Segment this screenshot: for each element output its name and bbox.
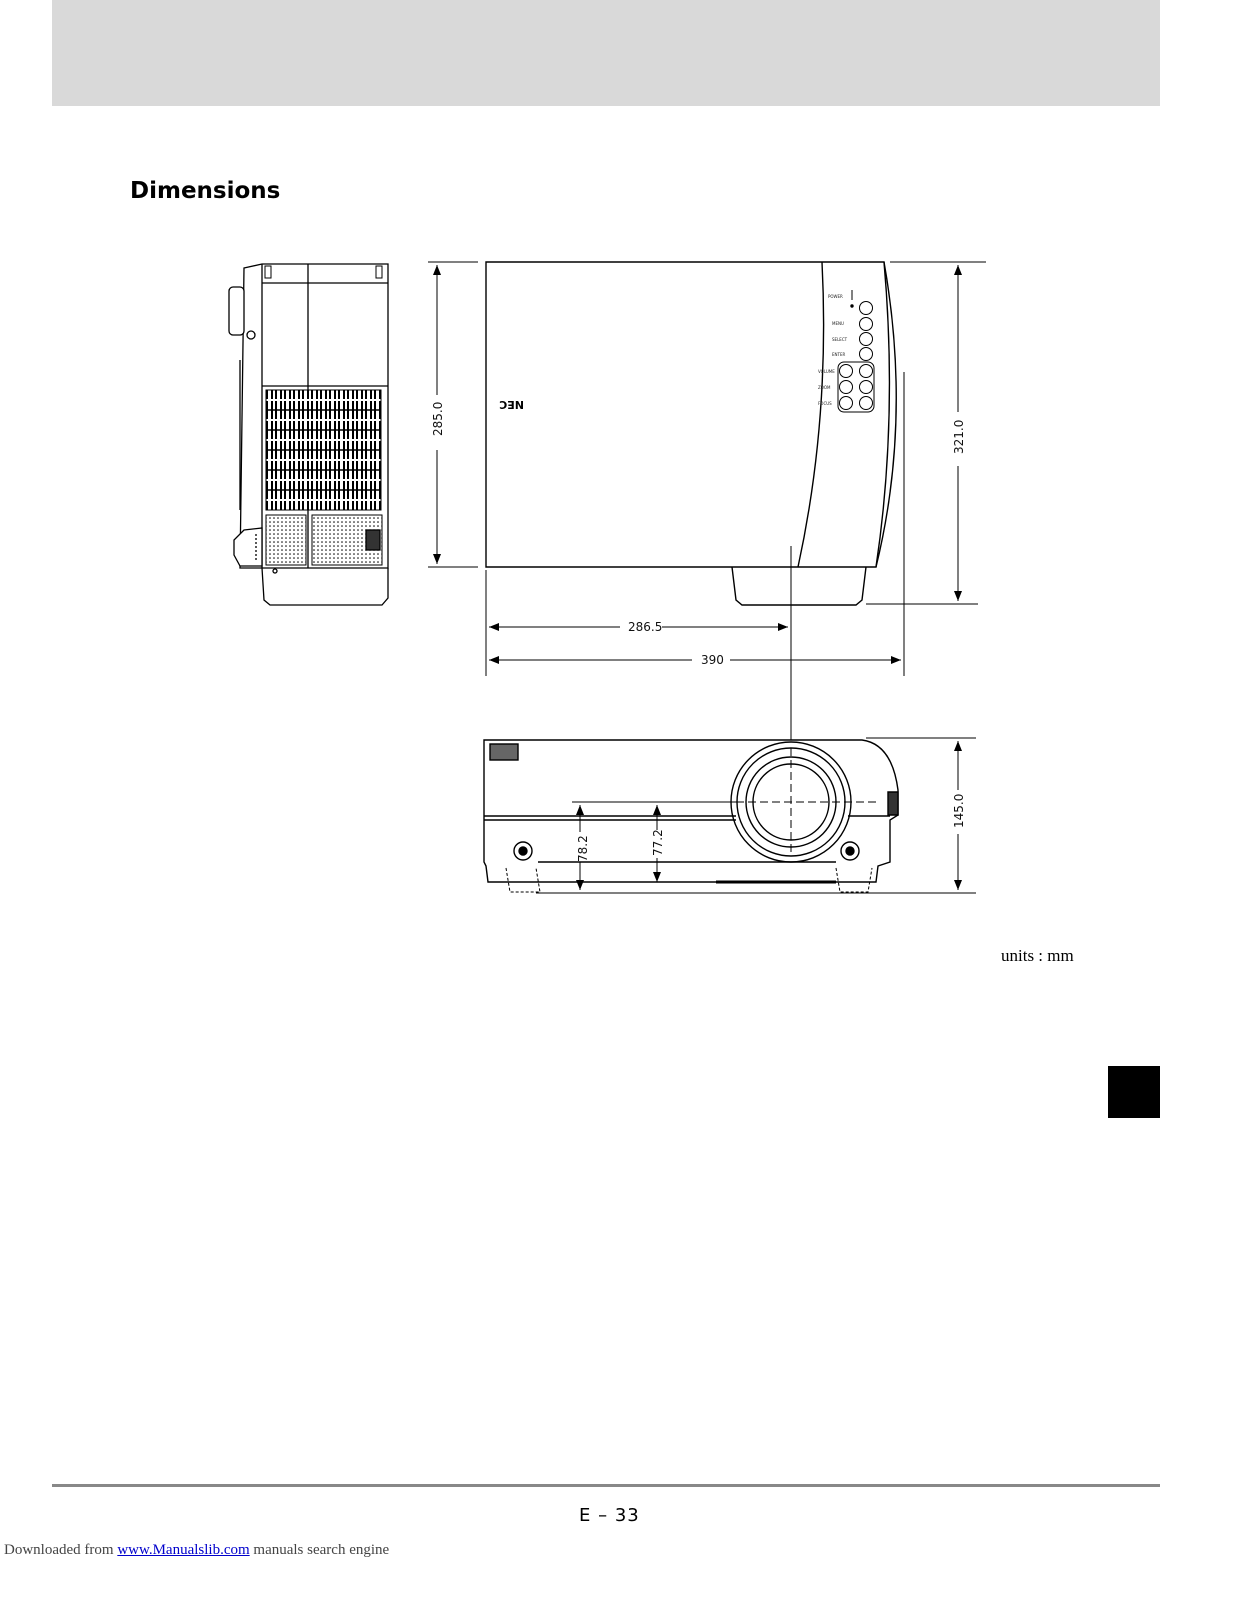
side-view <box>229 264 388 605</box>
svg-text:VOLUME: VOLUME <box>818 369 835 374</box>
download-prefix: Downloaded from <box>4 1542 114 1558</box>
download-credit <box>4 1542 389 1559</box>
dimension-lens-offset-label: 286.5 <box>628 620 663 634</box>
page-number: E – 33 <box>579 1505 640 1526</box>
top-view <box>486 262 896 605</box>
units-note: units : mm <box>1001 946 1074 965</box>
svg-text:MENU: MENU <box>832 321 844 326</box>
svg-text:FOCUS: FOCUS <box>818 401 832 406</box>
dimension-length-label: 390 <box>701 653 724 667</box>
page-title: Dimensions <box>130 178 281 204</box>
section-tab-marker <box>1108 1066 1160 1118</box>
dimension-height-label: 145.0 <box>952 793 966 828</box>
dimension-depth-label: 285.0 <box>431 401 445 436</box>
dimension-foot-lens-label: 78.2 <box>576 835 590 862</box>
dimension-width-label: 321.0 <box>952 419 966 454</box>
svg-text:POWER: POWER <box>828 294 843 299</box>
svg-text:ZOOM: ZOOM <box>818 385 831 390</box>
dimension-lens-center-label: 77.2 <box>651 829 665 856</box>
svg-text:ENTER: ENTER <box>832 352 846 357</box>
brand-logo: NEC <box>499 398 524 411</box>
svg-text:SELECT: SELECT <box>832 337 848 342</box>
front-view <box>484 740 898 892</box>
footer-divider <box>52 1484 1160 1487</box>
manualslib-link[interactable]: www.Manualslib.com <box>117 1542 250 1558</box>
download-suffix: manuals search engine <box>249 1542 390 1558</box>
